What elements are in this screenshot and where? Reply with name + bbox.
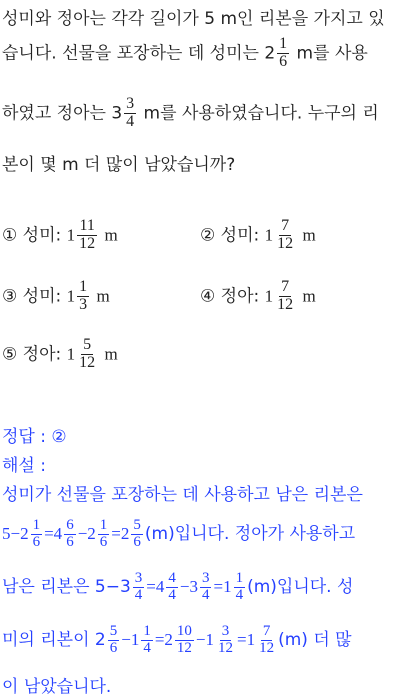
choice-5[interactable] [2,337,118,372]
denominator: 6 [279,52,288,70]
choice-marker: ② [200,225,216,246]
explanation-text: 성미가 선물을 포장하는 데 사용하고 남은 리본은 [2,485,363,505]
question-text: 하였고 정아는 3 [2,103,123,124]
numerator: 1 [279,35,288,52]
choice-1[interactable] [2,218,118,253]
explanation-line-3: 남은 리본은 5−3 $\frac{3}{4}$ =4 $\frac{4}{4}$ −3 $\frac{3}{4}$ =1 $\frac{1}{4}$ (m)입니다. 성 [2,570,354,603]
question-text: 성미와 정아는 각각 길이가 5 m인 리본을 가지고 있 [2,9,385,29]
choice-marker: ① [2,225,18,246]
numerator: 5 [83,336,92,353]
choice-unit: m [96,286,110,306]
choice-name: 정아: [220,286,260,307]
fraction [77,279,89,314]
fraction [124,96,136,131]
choice-unit: m [104,225,118,245]
choice-3[interactable] [2,279,110,314]
choice-marker: ④ [200,286,216,307]
answer-text: 정답 : ② [2,427,67,447]
explanation-label [2,451,46,476]
choice-name: 성미: [220,225,260,246]
fraction [77,218,97,253]
choice-whole: 1 [264,225,274,245]
choice-whole: 1 [66,286,76,306]
choice-2[interactable] [200,218,316,253]
explanation-text: 이 남았습니다. [2,677,112,697]
denominator: 12 [79,234,96,252]
question-line-2 [2,36,368,71]
choice-name: 성미: [22,225,62,246]
numerator: 11 [79,217,95,234]
question-line-1 [2,4,385,29]
fraction [77,337,97,372]
explanation-heading: 해설 : [2,456,46,476]
choice-name: 정아: [22,344,62,365]
denominator: 12 [277,295,294,313]
choice-unit: m [104,344,118,364]
answer-label [2,422,67,447]
fraction [275,279,295,314]
fraction [277,36,289,71]
denominator: 12 [79,353,96,371]
denominator: 3 [79,295,88,313]
choice-whole: 1 [66,225,76,245]
question-text: 본이 몇 m 더 많이 남았습니까? [2,155,236,175]
fraction [275,218,295,253]
numerator: 3 [126,95,135,112]
explanation-text: 남은 리본은 5−3 [2,576,131,597]
question-text: m를 사용 [291,43,368,64]
explanation-text: (m) 더 많 [278,629,352,650]
choice-unit: m [302,225,316,245]
explanation-line-5 [2,672,111,697]
question-text: 습니다. 선물을 포장하는 데 성미는 2 [2,43,276,64]
question-line-3 [2,96,379,131]
choice-marker: ⑤ [2,344,18,365]
explanation-text: (m)입니다. 정아가 사용하고 [144,523,356,544]
choice-whole: 1 [66,344,76,364]
choice-whole: 1 [264,286,274,306]
choice-unit: m [302,286,316,306]
numerator: 1 [79,278,88,295]
explanation-text: 미의 리본이 2 [2,629,106,650]
explanation-text: (m)입니다. 성 [247,576,354,597]
numerator: 7 [281,217,290,234]
question-line-4 [2,150,235,175]
explanation-line-1 [2,480,363,505]
choice-name: 성미: [22,286,62,307]
explanation-line-4: 미의 리본이 2 $\frac{5}{6}$ −1 $\frac{1}{4}$ =2 $\frac{10}{12}$ −1 $\frac{3}{12}$ =1 $\frac{7}{12}$ (m) 더 많 [2,623,352,656]
question-text: m를 사용하였습니다. 누구의 리 [138,103,379,124]
denominator: 12 [277,234,294,252]
denominator: 4 [126,112,135,130]
explanation-line-2: 5−2 $\frac{1}{6}$ =4 $\frac{6}{6}$ −2 $\frac{1}{6}$ =2 $\frac{5}{6}$ (m)입니다. 정아가 사용하고 [2,517,356,550]
choice-marker: ③ [2,286,18,307]
choice-4[interactable] [200,279,316,314]
numerator: 7 [281,278,290,295]
